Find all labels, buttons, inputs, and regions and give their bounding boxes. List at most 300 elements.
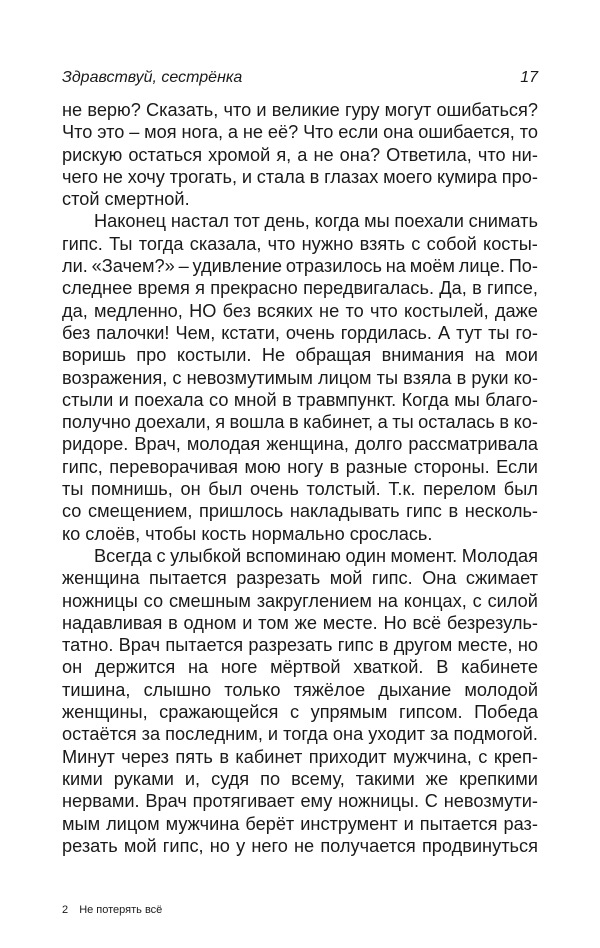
word: НО bbox=[189, 300, 217, 321]
word: гипс. bbox=[62, 233, 103, 254]
word: пытается bbox=[165, 635, 244, 656]
word: она bbox=[332, 724, 364, 745]
word: тяжёлое bbox=[293, 679, 366, 700]
word: другом bbox=[393, 635, 453, 656]
word: гордилась. bbox=[340, 322, 432, 343]
word: приходит bbox=[308, 746, 387, 767]
word: когда bbox=[314, 211, 360, 232]
word: не bbox=[313, 144, 334, 165]
word: Молодая bbox=[461, 545, 538, 566]
text-line bbox=[62, 344, 538, 366]
word: и bbox=[241, 166, 252, 187]
word: что bbox=[369, 300, 398, 321]
word: за bbox=[430, 724, 449, 745]
word: кстати, bbox=[221, 322, 280, 343]
word: то bbox=[519, 122, 538, 143]
word: со bbox=[209, 389, 229, 410]
word: Не bbox=[261, 345, 286, 366]
word: руками bbox=[113, 768, 174, 789]
word: травмпункт. bbox=[297, 389, 397, 410]
word: гуру bbox=[344, 100, 380, 120]
text-line bbox=[62, 768, 538, 790]
word: настал bbox=[170, 211, 229, 232]
word: кими bbox=[62, 768, 103, 789]
word: в bbox=[329, 456, 340, 477]
word: я, bbox=[276, 144, 292, 165]
word: но bbox=[517, 635, 538, 656]
word: ли. bbox=[62, 256, 88, 277]
word: моём bbox=[409, 256, 455, 277]
word: тишина, bbox=[62, 679, 131, 700]
word: ошибается, bbox=[418, 122, 515, 143]
word: разные bbox=[345, 456, 408, 477]
word: несколь- bbox=[464, 501, 538, 522]
signature-title: Не потерять всё bbox=[79, 904, 163, 916]
word: рискую bbox=[62, 144, 123, 165]
word: руки bbox=[471, 367, 509, 388]
word: ко- bbox=[513, 412, 538, 433]
word: на bbox=[474, 345, 495, 366]
word: если bbox=[338, 122, 379, 143]
word: концах, bbox=[403, 590, 467, 611]
word: и, bbox=[184, 768, 201, 789]
word: Ты bbox=[109, 233, 133, 254]
word: гипс, bbox=[162, 835, 204, 856]
word: со bbox=[62, 501, 82, 522]
word: время bbox=[137, 278, 190, 299]
text-line bbox=[62, 456, 538, 478]
text-line bbox=[62, 790, 538, 812]
word: с bbox=[472, 590, 482, 611]
word: передвигалась. bbox=[303, 278, 435, 299]
word: мой bbox=[123, 835, 157, 856]
word: Врач bbox=[145, 791, 187, 812]
word: гипс bbox=[406, 501, 442, 522]
word: нормально bbox=[251, 523, 345, 544]
text-line bbox=[62, 389, 538, 411]
word: хваткой. bbox=[353, 657, 424, 678]
word: даже bbox=[494, 300, 538, 321]
word: снимать bbox=[468, 211, 538, 232]
word: Врач bbox=[118, 635, 161, 656]
word: долго bbox=[355, 434, 403, 455]
word: в bbox=[219, 746, 229, 767]
word: косты- bbox=[483, 233, 538, 254]
word: тут bbox=[456, 322, 483, 343]
word: толстый. bbox=[306, 479, 381, 500]
word: ридоре. bbox=[62, 434, 129, 455]
word: трогать, bbox=[169, 166, 238, 187]
word: ты bbox=[62, 479, 84, 500]
word: удивление bbox=[192, 256, 283, 277]
word: великие bbox=[271, 100, 340, 120]
word: в bbox=[168, 612, 178, 633]
word: вспоминаю bbox=[245, 545, 341, 566]
word: смещением, bbox=[88, 501, 193, 522]
word: через bbox=[121, 746, 169, 767]
word: тогда bbox=[283, 724, 328, 745]
word: ножницы. bbox=[338, 791, 420, 812]
word: нога, bbox=[181, 122, 224, 143]
word: упрямым bbox=[310, 702, 388, 723]
word: палочки! bbox=[96, 322, 170, 343]
word: пришлось bbox=[199, 501, 284, 522]
word: прекрасно bbox=[210, 278, 298, 299]
text-line bbox=[62, 99, 538, 121]
word: поехала bbox=[134, 389, 204, 410]
word: не bbox=[102, 166, 123, 187]
word: следнее bbox=[62, 278, 133, 299]
word: тот bbox=[233, 211, 260, 232]
word: Когда bbox=[401, 389, 449, 410]
word: надавливая bbox=[62, 612, 163, 633]
word: день, bbox=[264, 211, 310, 232]
word: и bbox=[267, 724, 279, 745]
word: она? bbox=[339, 144, 381, 165]
word: с bbox=[156, 545, 166, 566]
word: могут bbox=[384, 100, 432, 120]
word: не bbox=[319, 300, 340, 321]
word: получно bbox=[62, 412, 131, 433]
word: моя bbox=[144, 122, 177, 143]
word: благо- bbox=[485, 389, 538, 410]
word: у bbox=[236, 835, 246, 856]
word: силой bbox=[487, 590, 538, 611]
text-line bbox=[62, 523, 538, 545]
word: помнишь, bbox=[91, 479, 173, 500]
word: что bbox=[477, 144, 506, 165]
word: возражения, bbox=[62, 367, 168, 388]
word: в bbox=[472, 278, 482, 299]
word: инструмент bbox=[300, 813, 398, 834]
word: Что bbox=[303, 122, 334, 143]
word: улыбкой bbox=[170, 545, 242, 566]
word: что bbox=[223, 100, 252, 120]
word: я bbox=[195, 278, 205, 299]
word: момент. bbox=[390, 545, 458, 566]
word: го- bbox=[515, 322, 538, 343]
word: ко bbox=[62, 523, 81, 544]
word: Что bbox=[62, 122, 93, 143]
word: том bbox=[258, 612, 289, 633]
word: месте, bbox=[457, 635, 513, 656]
word: накладывать bbox=[289, 501, 400, 522]
word: ошибаться? bbox=[436, 100, 538, 120]
word: – bbox=[129, 122, 140, 143]
word: ножницы bbox=[62, 590, 138, 611]
word: в bbox=[282, 389, 292, 410]
word: костыли. bbox=[176, 345, 252, 366]
word: я bbox=[215, 412, 226, 433]
word: По- bbox=[508, 256, 538, 277]
word: ты bbox=[488, 322, 510, 343]
word: ты bbox=[392, 412, 414, 433]
text-line bbox=[62, 322, 538, 344]
word: лицом bbox=[317, 367, 372, 388]
text-line bbox=[62, 121, 538, 143]
word: женщина, bbox=[266, 434, 349, 455]
word: перелом bbox=[423, 479, 497, 500]
word: крепкими bbox=[459, 768, 538, 789]
word: рассматривала bbox=[408, 434, 538, 455]
word: а bbox=[297, 144, 308, 165]
word: нужно bbox=[301, 233, 354, 254]
word: не bbox=[62, 100, 83, 120]
word: же bbox=[425, 768, 449, 789]
word: всяких bbox=[257, 300, 313, 321]
word: Ответила, bbox=[386, 144, 472, 165]
word: был bbox=[208, 479, 243, 500]
word: гипсом. bbox=[398, 702, 463, 723]
text-line bbox=[62, 813, 538, 835]
word: женщины, bbox=[62, 702, 148, 723]
word: гипс, bbox=[62, 456, 103, 477]
word: уходит bbox=[368, 724, 426, 745]
word: гипс. bbox=[371, 568, 413, 589]
word: очень bbox=[285, 322, 335, 343]
word: месте. bbox=[322, 612, 378, 633]
word: воришь bbox=[62, 345, 126, 366]
word: Врач, bbox=[134, 434, 181, 455]
word: и bbox=[256, 100, 267, 120]
word: подмогой. bbox=[453, 724, 538, 745]
word: одном bbox=[183, 612, 237, 633]
text-line bbox=[62, 656, 538, 678]
word: В bbox=[436, 657, 449, 678]
word: и bbox=[118, 389, 129, 410]
word: лице. bbox=[458, 256, 505, 277]
word: один bbox=[345, 545, 386, 566]
word: хочу bbox=[127, 166, 165, 187]
printer-signature bbox=[62, 903, 162, 917]
word: костылей, bbox=[403, 300, 489, 321]
word: он bbox=[180, 479, 201, 500]
word: очень bbox=[250, 479, 299, 500]
word: остаётся bbox=[62, 724, 137, 745]
word: мы bbox=[364, 211, 390, 232]
word: всё bbox=[412, 612, 442, 633]
word: татно. bbox=[62, 635, 114, 656]
word: сжимает bbox=[465, 568, 538, 589]
word: и bbox=[242, 612, 253, 633]
running-head bbox=[62, 66, 538, 90]
word: сказала, bbox=[189, 233, 262, 254]
word: моего bbox=[383, 166, 433, 187]
word: кабинет bbox=[235, 746, 303, 767]
word: что bbox=[267, 233, 296, 254]
word: Наконец bbox=[94, 211, 167, 232]
word: обращая bbox=[295, 345, 372, 366]
word: ноге bbox=[220, 657, 258, 678]
word: тогда bbox=[138, 233, 184, 254]
text-line bbox=[62, 590, 538, 612]
word: не bbox=[242, 122, 264, 143]
word: срослась. bbox=[349, 523, 433, 544]
text-line bbox=[62, 567, 538, 589]
word: стороны. bbox=[413, 456, 490, 477]
word: про- bbox=[501, 166, 538, 187]
word: мужчина, bbox=[393, 746, 472, 767]
body-text bbox=[62, 99, 538, 857]
word: в bbox=[288, 412, 299, 433]
word: отразилось bbox=[285, 256, 382, 277]
text-line bbox=[62, 188, 538, 210]
word: ко- bbox=[513, 367, 538, 388]
word: невозмути- bbox=[443, 791, 538, 812]
word: Если bbox=[496, 456, 538, 477]
word: глазах bbox=[324, 166, 379, 187]
word: Победа bbox=[474, 702, 538, 723]
text-line bbox=[62, 210, 538, 232]
word: на bbox=[187, 657, 209, 678]
text-line bbox=[62, 411, 538, 433]
word: слышно bbox=[143, 679, 212, 700]
word: Она bbox=[422, 568, 457, 589]
word: на bbox=[385, 256, 406, 277]
word: Чем, bbox=[175, 322, 216, 343]
word: про bbox=[136, 345, 167, 366]
word: кабинет, bbox=[303, 412, 374, 433]
text-line bbox=[62, 233, 538, 255]
word: Всегда bbox=[94, 545, 152, 566]
word: и bbox=[403, 813, 414, 834]
word: стала bbox=[256, 166, 305, 187]
word: в bbox=[456, 367, 467, 388]
text-line bbox=[62, 144, 538, 166]
word: сражающейся bbox=[159, 702, 279, 723]
text-line bbox=[62, 612, 538, 634]
text-line bbox=[62, 835, 538, 857]
word: А bbox=[437, 322, 451, 343]
word: только bbox=[224, 679, 281, 700]
text-line bbox=[62, 478, 538, 500]
word: собой bbox=[426, 233, 477, 254]
word: медленно, bbox=[94, 300, 183, 321]
word: взяла bbox=[403, 367, 452, 388]
word: разрезать bbox=[236, 568, 321, 589]
word: гипсе, bbox=[487, 278, 538, 299]
word: такими bbox=[355, 768, 415, 789]
word: она bbox=[383, 122, 414, 143]
word: в bbox=[378, 635, 389, 656]
word: раз- bbox=[503, 813, 538, 834]
word: безрезуль- bbox=[446, 612, 538, 633]
word: невозмутимым bbox=[186, 367, 313, 388]
word: с bbox=[411, 233, 421, 254]
word: был bbox=[503, 479, 538, 500]
word: пять bbox=[175, 746, 213, 767]
word: но bbox=[209, 835, 230, 856]
word: переворачивая bbox=[109, 456, 238, 477]
word: с bbox=[172, 367, 182, 388]
word: вошла bbox=[229, 412, 285, 433]
word: мужчина bbox=[165, 813, 240, 834]
word: а bbox=[377, 412, 388, 433]
text-line bbox=[62, 277, 538, 299]
word: то bbox=[345, 300, 364, 321]
word: чтобы bbox=[145, 523, 197, 544]
word: разрезать bbox=[248, 635, 333, 656]
page-number: 17 bbox=[520, 69, 538, 86]
word: дыхание bbox=[378, 679, 452, 700]
word: в bbox=[499, 412, 510, 433]
word: кабинете bbox=[461, 657, 538, 678]
text-line bbox=[62, 723, 538, 745]
text-line bbox=[62, 701, 538, 723]
word: нервами. bbox=[62, 791, 140, 812]
word: да, bbox=[62, 300, 88, 321]
word: мым bbox=[62, 813, 101, 834]
text-line bbox=[62, 545, 538, 567]
signature-number: 2 bbox=[62, 904, 69, 916]
word: мёртвой bbox=[270, 657, 341, 678]
word: закруглением bbox=[256, 590, 372, 611]
word: по bbox=[260, 768, 281, 789]
word: смешным bbox=[168, 590, 251, 611]
word: мной bbox=[233, 389, 277, 410]
word: остаться bbox=[128, 144, 203, 165]
word: протягивает bbox=[192, 791, 295, 812]
word: С bbox=[424, 791, 438, 812]
text-line bbox=[62, 433, 538, 455]
word: за bbox=[141, 724, 161, 745]
word: в bbox=[309, 166, 320, 187]
word: хромой bbox=[208, 144, 271, 165]
word: – bbox=[178, 256, 189, 277]
word: резать bbox=[62, 835, 118, 856]
word: доехали, bbox=[135, 412, 211, 433]
word: это bbox=[97, 122, 125, 143]
word: со bbox=[143, 590, 164, 611]
word: же bbox=[294, 612, 317, 633]
word: креп- bbox=[493, 746, 538, 767]
word: Минут bbox=[62, 746, 115, 767]
running-title: Здравствуй, сестрёнка bbox=[62, 69, 243, 86]
word: кумира bbox=[437, 166, 497, 187]
word: мой bbox=[329, 568, 363, 589]
word: Но bbox=[383, 612, 407, 633]
word: чего bbox=[62, 166, 98, 187]
word: смертной. bbox=[104, 189, 190, 210]
word: с bbox=[289, 702, 300, 723]
word: последним, bbox=[165, 724, 263, 745]
word: судя bbox=[211, 768, 250, 789]
word: «Зачем?» bbox=[91, 256, 175, 277]
word: пытается bbox=[419, 813, 498, 834]
word: стыли bbox=[62, 389, 114, 410]
word: ты bbox=[376, 367, 399, 388]
word: женщина bbox=[62, 568, 140, 589]
text-line bbox=[62, 746, 538, 768]
word: продвинуться bbox=[421, 835, 538, 856]
word: молодой bbox=[464, 679, 538, 700]
word: мы bbox=[454, 389, 480, 410]
text-line bbox=[62, 166, 538, 188]
word: лицом bbox=[106, 813, 160, 834]
word: внимания bbox=[381, 345, 465, 366]
word: на bbox=[377, 590, 398, 611]
word: гипс bbox=[337, 635, 374, 656]
word: кость bbox=[201, 523, 247, 544]
word: мою bbox=[244, 456, 281, 477]
word: берёт bbox=[245, 813, 295, 834]
word: держится bbox=[94, 657, 176, 678]
word: не bbox=[294, 835, 315, 856]
text-line bbox=[62, 634, 538, 656]
word: он bbox=[62, 657, 83, 678]
word: ногу bbox=[287, 456, 324, 477]
text-line bbox=[62, 500, 538, 522]
